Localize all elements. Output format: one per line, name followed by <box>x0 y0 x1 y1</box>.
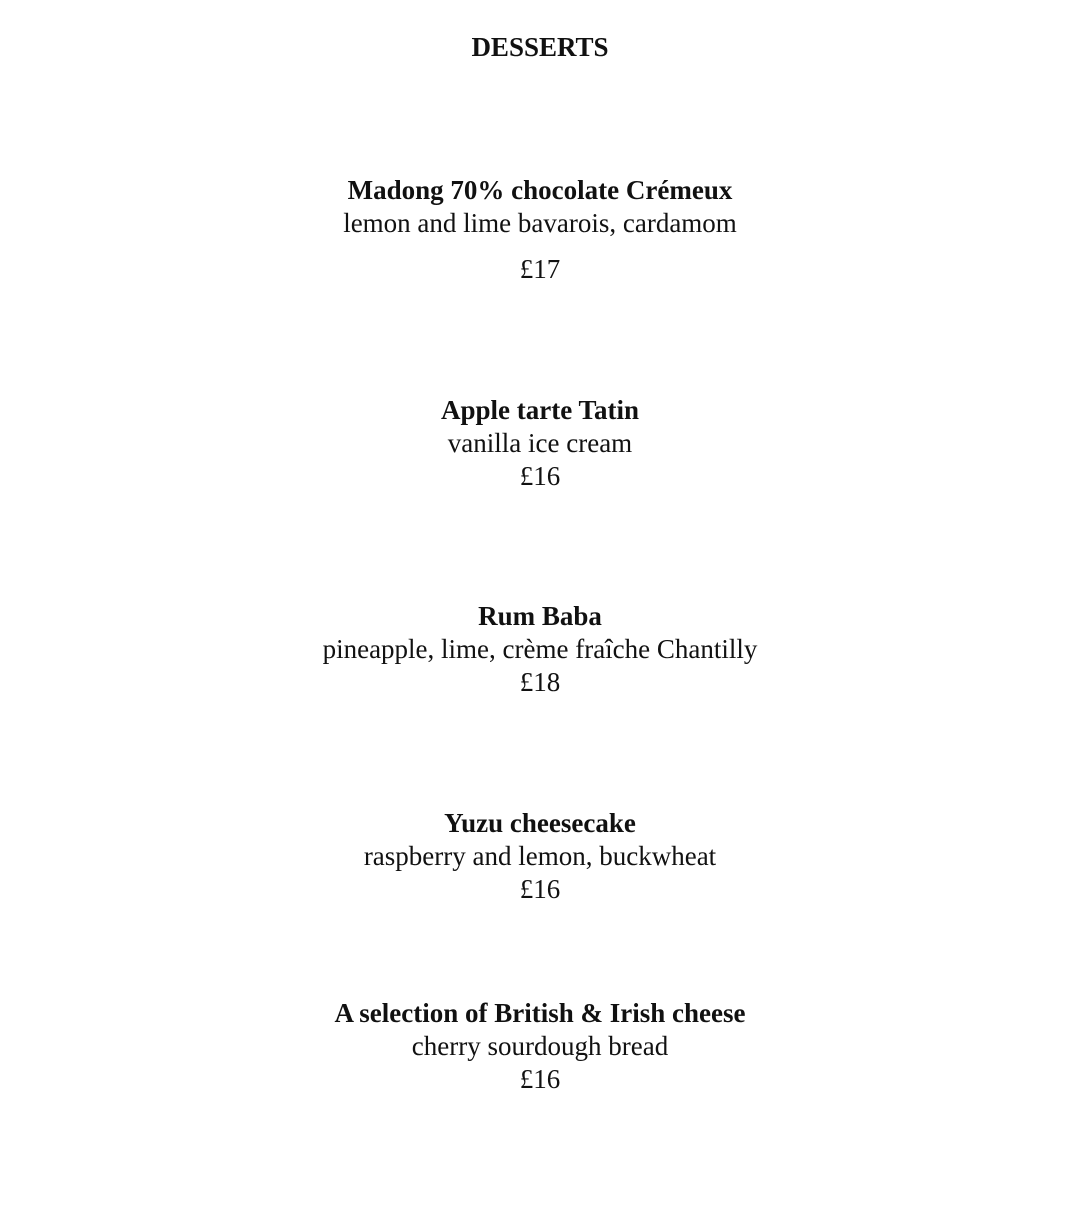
menu-item <box>0 173 1080 286</box>
dish-description: vanilla ice cream <box>447 428 633 458</box>
dish-price: £18 <box>519 667 561 697</box>
dish-description: lemon and lime bavarois, cardamom <box>343 208 737 238</box>
dish-price: £16 <box>519 1064 561 1094</box>
dish-name: Rum Baba <box>478 601 602 631</box>
dish-price: £16 <box>519 461 561 491</box>
dish-description: pineapple, lime, crème fraîche Chantilly <box>322 634 758 664</box>
menu-item <box>0 599 1080 699</box>
dish-description: cherry sourdough bread <box>411 1031 669 1061</box>
dish-name: Madong 70% chocolate Crémeux <box>347 175 733 205</box>
dish-name: Yuzu cheesecake <box>444 808 636 838</box>
menu-item <box>0 806 1080 906</box>
dish-name: A selection of British & Irish cheese <box>334 998 746 1028</box>
menu-item <box>0 996 1080 1096</box>
dish-description: raspberry and lemon, buckwheat <box>363 841 717 871</box>
dish-price: £16 <box>519 874 561 904</box>
dish-name: Apple tarte Tatin <box>440 395 640 425</box>
menu-item <box>0 393 1080 493</box>
dish-price: £17 <box>519 254 561 284</box>
page-title: DESSERTS <box>471 32 609 62</box>
